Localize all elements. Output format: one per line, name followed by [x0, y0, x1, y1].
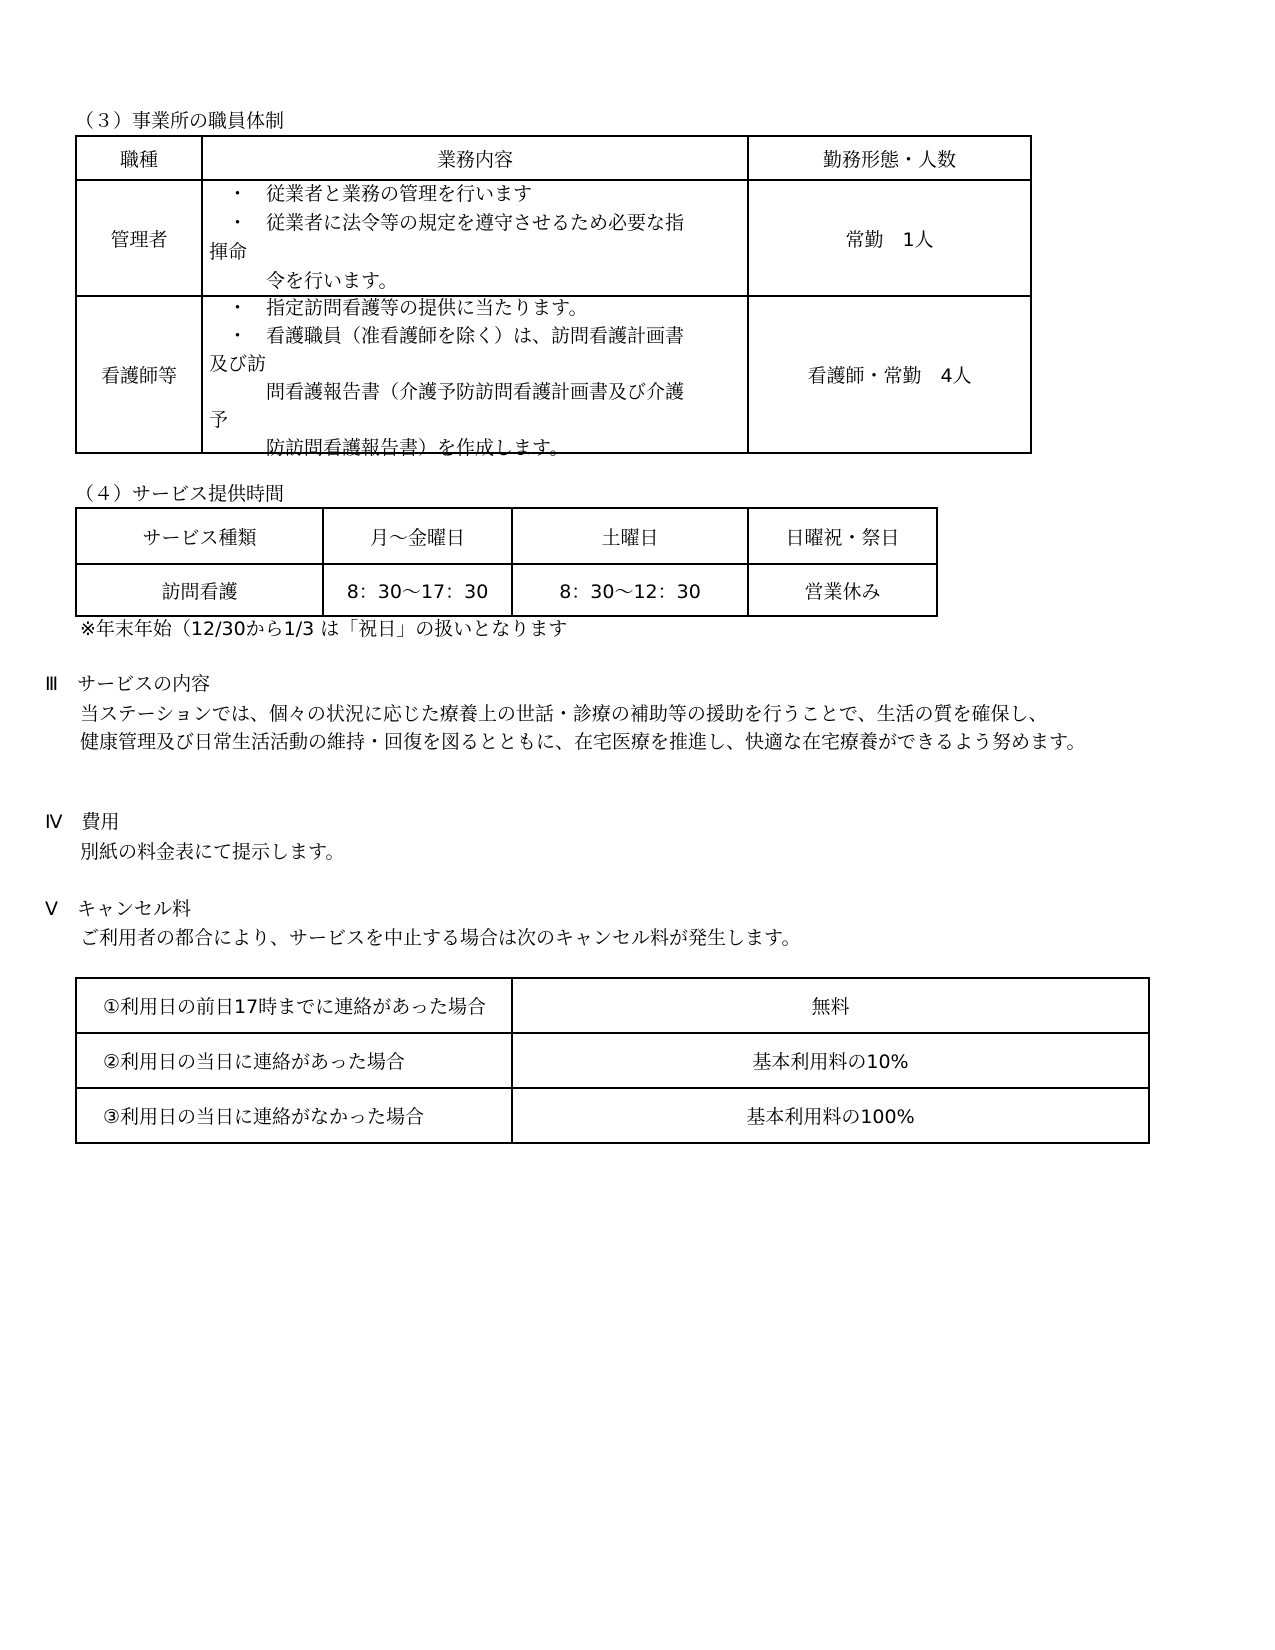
duty-line: 及び訪 [209, 353, 267, 375]
staffing-cell: 看護師・常勤 4人 [748, 296, 1031, 453]
duties-cell [202, 180, 748, 296]
staff-table-header-row [76, 136, 1031, 180]
table-row [76, 180, 1031, 296]
weekday-hours-cell: 8：30～17：30 [323, 564, 512, 616]
duty-line: ・ 指定訪問看護等の提供に当たります。 [209, 297, 588, 319]
cancel-section-heading: Ⅴ キャンセル料 [45, 898, 191, 920]
column-header-service-type: サービス種類 [76, 508, 323, 564]
role-cell: 管理者 [76, 180, 202, 296]
cancel-condition-text: ①利用日の前日17時までに連絡があった場合 [103, 996, 487, 1018]
table-row [76, 564, 937, 616]
table-row [76, 1033, 1149, 1088]
service-section-heading: Ⅲ サービスの内容 [45, 673, 211, 695]
cancel-condition-text: ③利用日の当日に連絡がなかった場合 [103, 1106, 425, 1128]
year-end-note: ※年末年始（12/30から1/3 は「祝日」の扱いとなります [80, 618, 568, 640]
table-row [76, 1088, 1149, 1143]
duty-line: ・ 従業者に法令等の規定を遵守させるため必要な指 [209, 212, 685, 234]
cancel-condition-cell [76, 1033, 512, 1088]
duty-line: 令を行います。 [209, 270, 398, 292]
cancel-condition-text: ②利用日の当日に連絡があった場合 [103, 1051, 405, 1073]
duty-line: 防訪問看護報告書）を作成します。 [209, 437, 569, 459]
column-header-holidays: 日曜祝・祭日 [748, 508, 937, 564]
service-description-line: 当ステーションでは、個々の状況に応じた療養上の世話・診療の補助等の援助を行うことで、生活の質を確保し、 [80, 703, 1048, 725]
duty-line: ・ 看護職員（准看護師を除く）は、訪問看護計画書 [209, 325, 685, 347]
cancel-fee-cell: 基本利用料の10% [512, 1033, 1149, 1088]
duty-line: 予 [209, 409, 229, 431]
table-row [76, 978, 1149, 1033]
staff-section-heading: （３）事業所の職員体制 [75, 110, 285, 132]
column-header-staffing: 勤務形態・人数 [748, 136, 1031, 180]
duty-line: 揮命 [209, 241, 248, 263]
column-header-saturday: 土曜日 [512, 508, 748, 564]
cancel-fee-cell: 基本利用料の100% [512, 1088, 1149, 1143]
staffing-cell: 常勤 1人 [748, 180, 1031, 296]
cost-section-heading: Ⅳ 費用 [45, 811, 120, 833]
duty-line: 問看護報告書（介護予防訪問看護計画書及び介護 [209, 381, 685, 403]
service-description-line: 健康管理及び日常生活活動の維持・回復を図るとともに、在宅医療を推進し、快適な在宅療養ができるよう努めます。 [80, 731, 1086, 753]
hours-table [75, 507, 938, 617]
saturday-hours-cell: 8：30～12：30 [512, 564, 748, 616]
cost-description: 別紙の料金表にて提示します。 [80, 841, 345, 863]
column-header-role: 職種 [76, 136, 202, 180]
hours-table-header-row [76, 508, 937, 564]
role-cell: 看護師等 [76, 296, 202, 453]
column-header-duties: 業務内容 [202, 136, 748, 180]
cancel-condition-cell [76, 978, 512, 1033]
staff-table [75, 135, 1032, 459]
service-type-cell: 訪問看護 [76, 564, 323, 616]
column-header-weekdays: 月～金曜日 [323, 508, 512, 564]
duties-cell [202, 296, 748, 459]
hours-section-heading: （４）サービス提供時間 [75, 483, 285, 505]
duty-line: ・ 従業者と業務の管理を行います [209, 183, 533, 205]
cancel-fee-table [75, 977, 1150, 1144]
cancel-description: ご利用者の都合により、サービスを中止する場合は次のキャンセル料が発生します。 [80, 927, 801, 949]
table-row [76, 296, 1031, 453]
cancel-condition-cell [76, 1088, 512, 1143]
holiday-hours-cell: 営業休み [748, 564, 937, 616]
cancel-fee-cell: 無料 [512, 978, 1149, 1033]
